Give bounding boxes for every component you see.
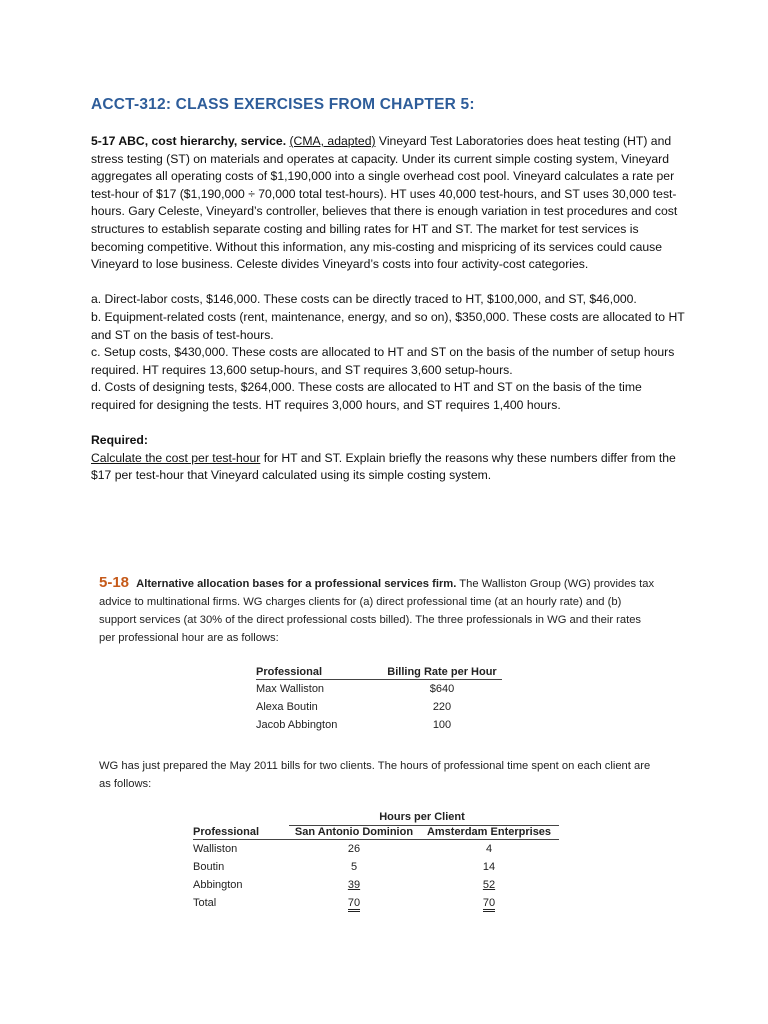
billing-rates-table xyxy=(256,666,502,734)
hours-per-client-table xyxy=(193,811,559,912)
hours-total-double-underlined: 70 xyxy=(483,897,495,912)
rates-header-professional: Professional xyxy=(256,666,368,680)
exercise-5-17-intro-text: Vineyard Test Laboratories does heat testing (HT) and stress testing (ST) on materials and operates at capacity. Under its current simple costing system, Vineyard aggregates all operating costs of $1,190,000 into a single overhead cost pool. Vineyard calculates a rate per test-hour of $17 ($1,190,000 ÷ 70,000 total test-hours). HT uses 40,000 test-hours, and ST uses 30,000 test-hours. Gary Celeste, Vineyard’s controller, believes that there is enough variation in test procedures and cost structures to establish separate costing and billing rates for HT and ST. The market for test services is becoming competitive. Without this information, any mis-costing and mispricing of its services could cause Vineyard to lose business. Celeste divides Vineyard’s costs into four activity-cost categories. xyxy=(91,134,678,272)
rates-cell-professional: Jacob Abbington xyxy=(256,719,338,731)
hours-cell-professional: Walliston xyxy=(193,843,238,855)
hours-intro: WG has just prepared the May 2011 bills for two clients. The hours of professional time spent on each client are as follows: xyxy=(99,760,651,790)
item-a: a. Direct-labor costs, $146,000. These costs can be directly traced to HT, $100,000, and ST, $46,000. xyxy=(91,292,637,307)
exercise-5-18-intro-text: The Walliston Group (WG) provides tax advice to multinational firms. WG charges clients for (a) direct professional time (at an hourly rate) and (b) support services (at 30% of the direct professional costs billed). The three professionals in WG and their rates per professional hour are as follows: xyxy=(99,578,655,644)
exercise-5-17 xyxy=(91,133,687,485)
hours-group-header: Hours per Client xyxy=(289,811,559,826)
item-c: c. Setup costs, $430,000. These costs are allocated to HT and ST on the basis of the number of setup hours required. HT requires 13,600 setup-hours, and ST requires 3,600 setup-hours. xyxy=(91,345,675,377)
exercise-5-17-source: (CMA, adapted) xyxy=(289,134,376,148)
hours-header-professional: Professional xyxy=(193,826,289,840)
rates-cell-rate: 220 xyxy=(432,701,452,713)
rates-cell-professional: Max Walliston xyxy=(256,683,325,695)
table-row xyxy=(193,840,559,859)
table-row xyxy=(256,680,502,699)
hours-cell-amsterdam: 4 xyxy=(485,843,493,855)
rates-cell-rate: 100 xyxy=(432,719,452,731)
hours-header-amsterdam: Amsterdam Enterprises xyxy=(423,826,559,840)
hours-cell-amsterdam xyxy=(423,876,559,894)
rates-header-rate: Billing Rate per Hour xyxy=(368,666,502,680)
hours-cell-professional: Total xyxy=(193,897,217,909)
exercise-5-18-title: Alternative allocation bases for a professional services firm. xyxy=(136,578,457,590)
exercise-5-17-title: 5-17 ABC, cost hierarchy, service. xyxy=(91,134,287,148)
hours-value-underlined: 39 xyxy=(347,879,361,891)
exercise-5-18 xyxy=(99,574,659,647)
hours-cell-san-antonio: 26 xyxy=(347,843,361,855)
hours-cell-amsterdam xyxy=(423,894,559,912)
table-row xyxy=(193,894,559,912)
hours-header-san-antonio: San Antonio Dominion xyxy=(289,826,423,840)
exercise-5-18-intro xyxy=(99,574,659,647)
hours-cell-professional: Abbington xyxy=(193,879,243,891)
rates-cell-professional: Alexa Boutin xyxy=(256,701,318,713)
hours-cell-san-antonio xyxy=(289,876,423,894)
table-row xyxy=(256,716,502,734)
hours-cell-san-antonio: 5 xyxy=(350,861,358,873)
required-underlined: Calculate the cost per test-hour xyxy=(91,450,261,465)
hours-total-double-underlined: 70 xyxy=(348,897,360,912)
table-row xyxy=(193,858,559,876)
exercise-5-17-intro xyxy=(91,133,687,274)
table-row xyxy=(193,876,559,894)
hours-cell-professional: Boutin xyxy=(193,861,225,873)
hours-value-underlined: 52 xyxy=(482,879,496,891)
item-b: b. Equipment-related costs (rent, maintenance, energy, and so on), $350,000. These costs are allocated to HT and ST on the basis of test-hours. xyxy=(91,309,685,342)
item-d: d. Costs of designing tests, $264,000. These costs are allocated to HT and ST on the basis of the time required for designing the tests. HT requires 3,000 hours, and ST requires 1,400 hours. xyxy=(91,380,642,412)
required-label: Required: xyxy=(91,433,148,448)
hours-cell-san-antonio xyxy=(289,894,423,912)
table-row xyxy=(256,698,502,716)
rates-cell-rate: $640 xyxy=(429,683,455,695)
page-title: ACCT-312: CLASS EXERCISES FROM CHAPTER 5: xyxy=(91,96,475,113)
exercise-5-18-number: 5-18 xyxy=(99,574,130,591)
required-rest: for HT and ST. Explain briefly the reasons why these numbers differ from the $17 per test-hour that Vineyard calculated using its simple costing system. xyxy=(91,450,676,483)
required-text xyxy=(91,450,687,485)
hours-cell-amsterdam: 14 xyxy=(482,861,496,873)
